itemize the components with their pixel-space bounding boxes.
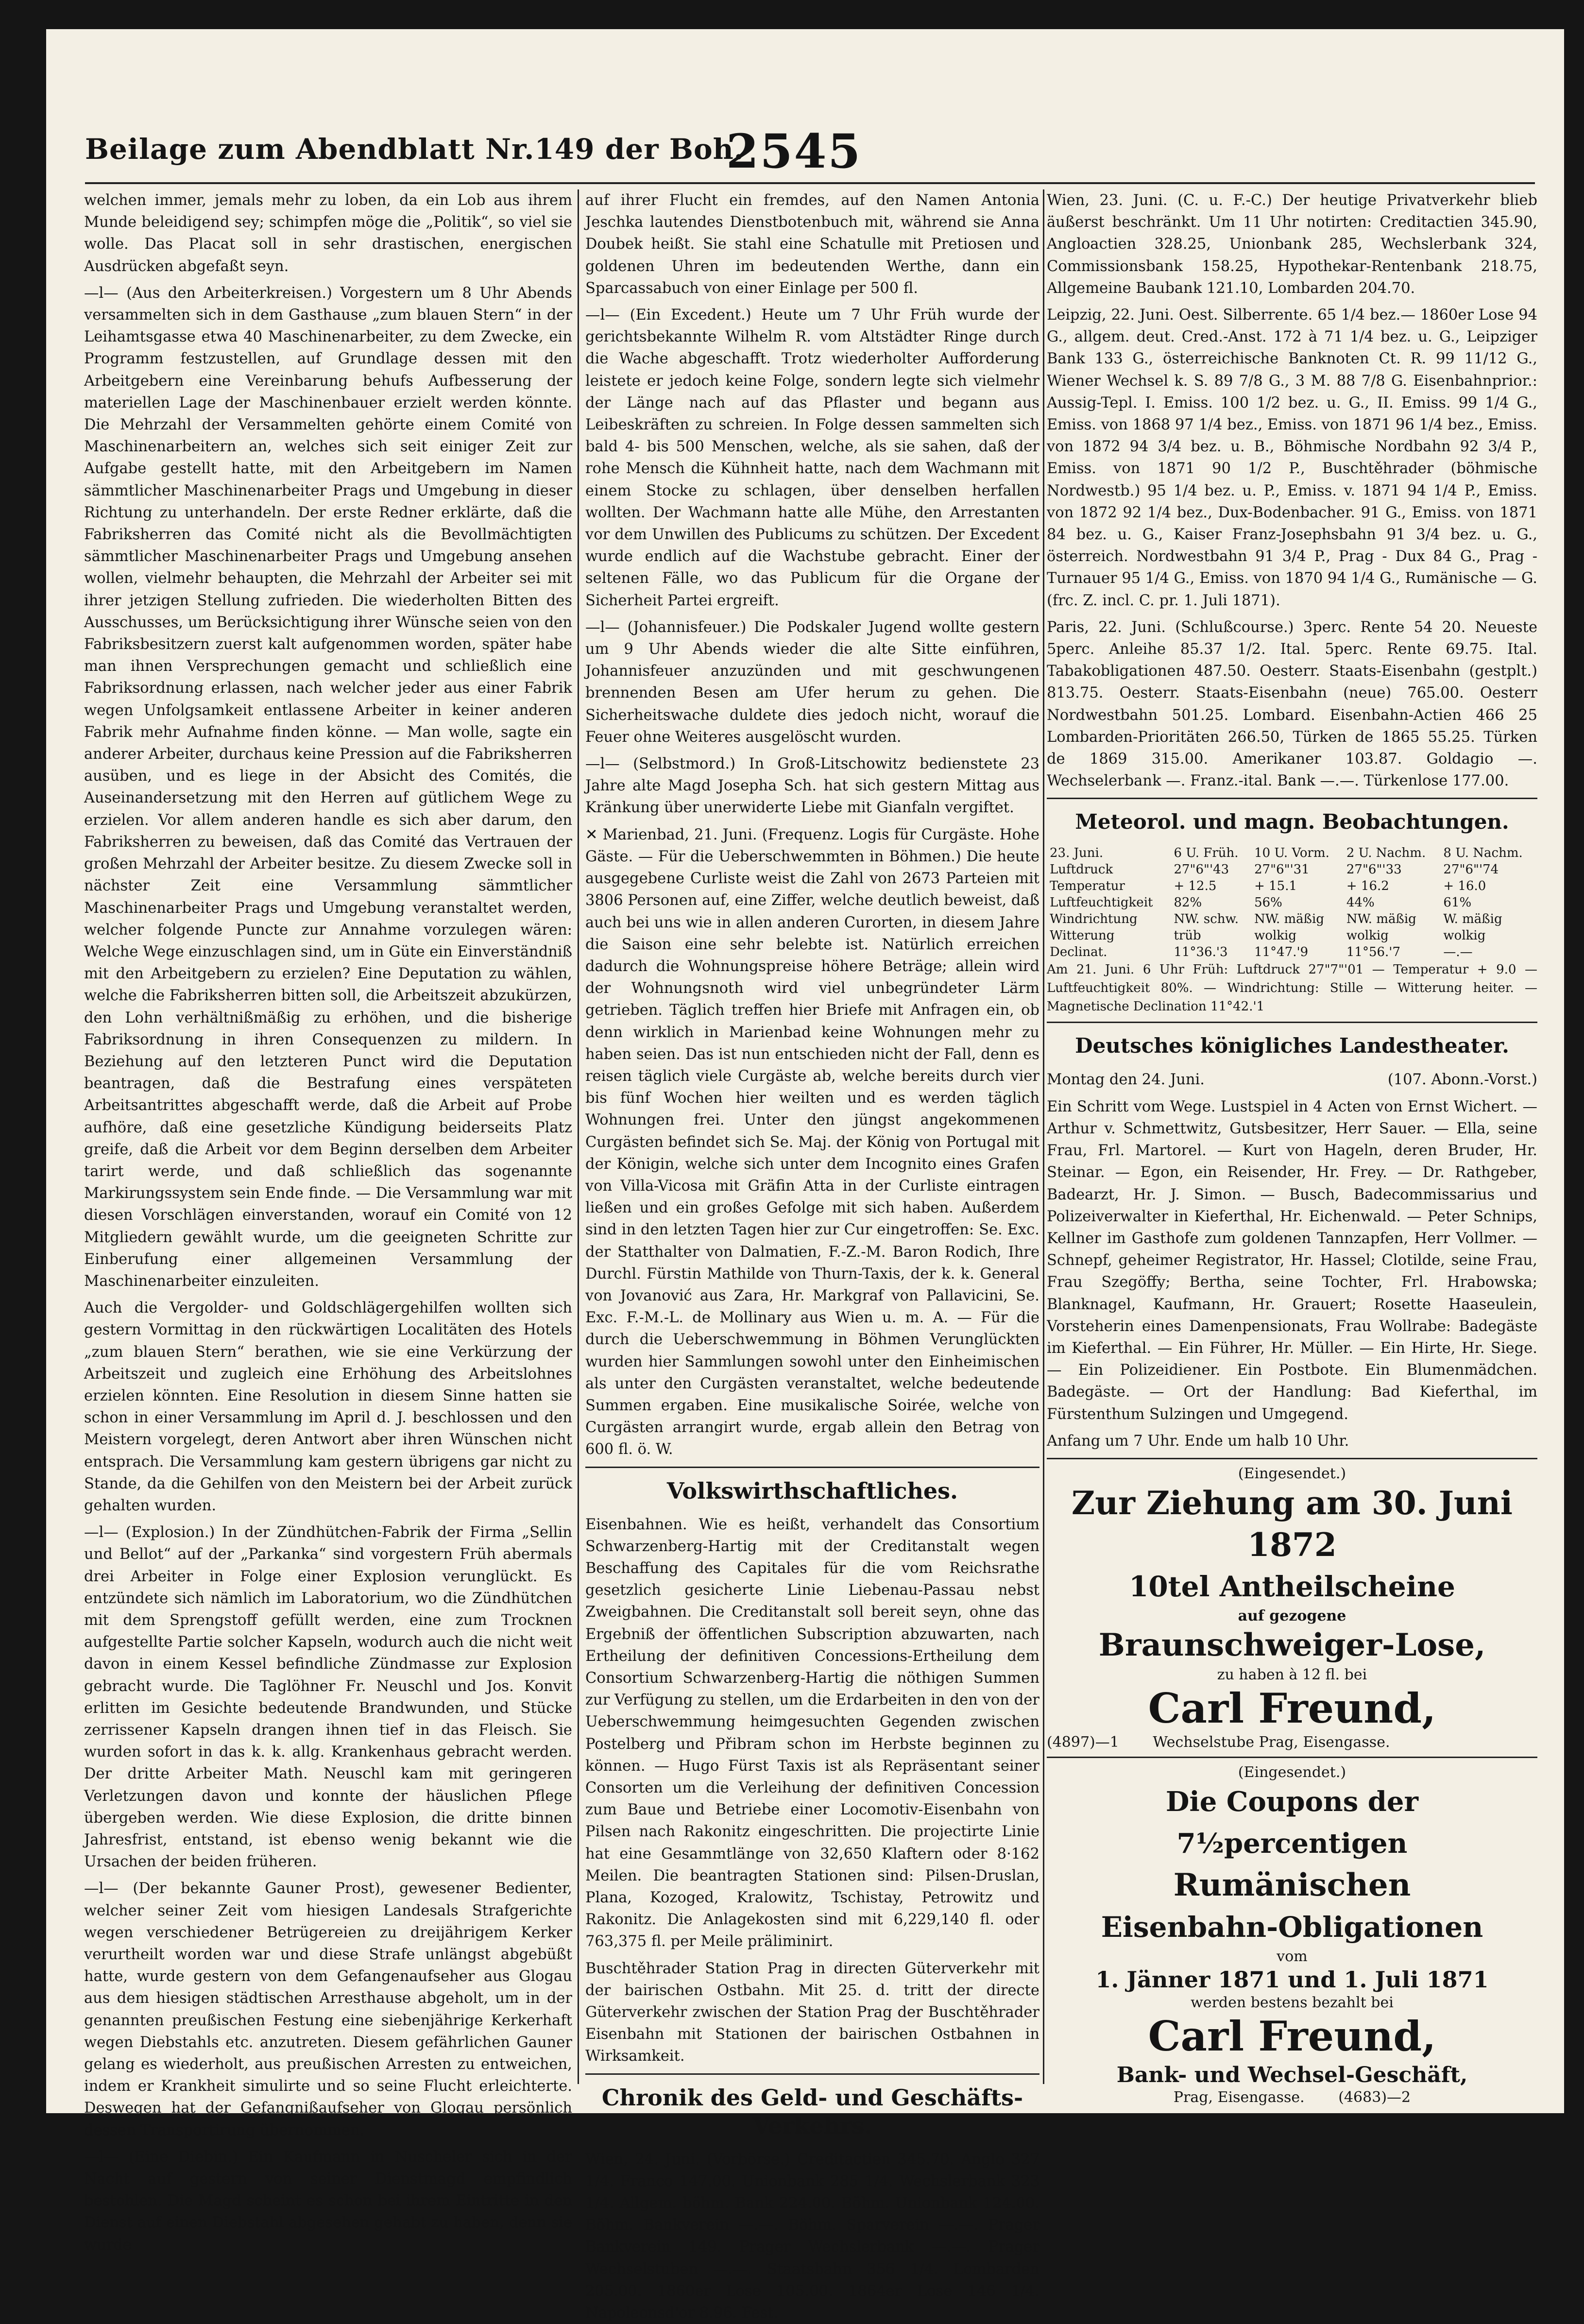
theatre-times: Anfang um 7 Uhr. Ende um halb 10 Uhr. <box>1047 1432 1349 1450</box>
ad2-line3: Eisenbahn-Obligationen <box>1101 1910 1483 1944</box>
meteo-cell: Declinat. <box>1050 945 1107 960</box>
article-thief: —l— (Eine Diebin.) Ein Kaufmann in Nuscheler sich in der Nacht auf gestern von seiner Dienstmagd empfindlich bestohlen. Die Magd scheint es schon bei ihrem Eintritte in den Dienst auf einen Diebstahl abgesehen gehabt zu haben, denn sie wurde <box>84 2148 572 2254</box>
ad2-line4: vom <box>1277 1948 1308 1965</box>
column-1 <box>84 189 572 2254</box>
meteo-row <box>1047 894 1537 911</box>
meteo-head-cell: 10 U. Vorm. <box>1254 846 1329 861</box>
meteo-cell: + 16.0 <box>1443 879 1486 894</box>
ad1-headline: Zur Ziehung am 30. Juni 1872 <box>1072 1484 1513 1564</box>
section-title-chronicle: Chronik des Geld- und Geschäfts-Verkehrs. <box>601 2084 1023 2139</box>
theatre-note: (107. Abonn.-Vorst.) <box>1387 1071 1537 1089</box>
meteo-cell: NW. schw. <box>1174 912 1239 927</box>
ad1-tag: (Eingesendet.) <box>1238 1465 1346 1482</box>
meteo-row <box>1047 878 1537 894</box>
meteo-cell: Windrichtung <box>1050 912 1138 927</box>
meteo-cell: 27"6"'33 <box>1346 862 1402 877</box>
meteo-cell: wolkig <box>1443 928 1486 943</box>
meteo-title: Meteorol. und magn. Beobachtungen. <box>1075 810 1509 834</box>
page-number: 2545 <box>726 124 862 179</box>
column-rule <box>578 189 579 2084</box>
article-freight: Buschtěhrader Station Prag in directen Güterverkehr mit der bairischen Ostbahn. Mit 25. d. tritt der directe Güterverkehr zwischen der Station Prag der Buschtěhrader Eisenbahn mit Stationen der bairischen Ostbahnen in Wirksamkeit. <box>585 1960 1039 2065</box>
meteo-cell: 27"6"'43 <box>1174 862 1229 877</box>
ad1-line3: auf gezogene <box>1238 1607 1346 1624</box>
meteo-cell: 61% <box>1443 895 1472 910</box>
divider <box>1047 1757 1537 1758</box>
ad2-firm: Carl Freund, <box>1148 2012 1436 2060</box>
meteo-cell: 11°47.'9 <box>1254 945 1309 960</box>
article-excedent: —l— (Ein Excedent.) Heute um 7 Uhr Früh wurde der gerichtsbekannte Wilhelm R. vom Altstädter Ringe durch die Wache abgeschafft. Trotz wiederholter Aufforderung leistete er jedoch keine Folge, sondern legte sich vielmehr der Länge nach auf das Pflaster und begann aus Leibeskräften zu schreien. In Folge dessen sammelten sich bald 4- bis 500 Menschen, welche, als sie sahen, daß der rohe Mensch die Kühnheit hatte, nach dem Wachmann mit einem Stocke zu schlagen, über denselben herfallen wollten. Der Wachmann hatte alle Mühe, den Arrestanten vor dem Unwillen des Publicums zu schützen. Der Excedent wurde endlich auf die Wachstube gebracht. Einer der seltenen Fälle, wo das Publicum für die Organe der Sicherheit Partei ergreift. <box>585 307 1039 609</box>
section-title-economy: Volkswirthschaftliches. <box>666 1477 958 1504</box>
meteo-head-cell: 2 U. Nachm. <box>1346 846 1426 861</box>
meteo-row <box>1047 861 1537 878</box>
article-bonfire: —l— (Johannisfeuer.) Die Podskaler Jugend wollte gestern um 9 Uhr Abends wieder die alte Sitte einführen, Johannisfeuer anzuzünden und mit geschwungenen brennenden Besen am Ufer herum zu gehen. Die Sicherheitswache duldete dies jedoch nicht, worauf die Feuer ohne Weiteres ausgelöscht wurden. <box>585 618 1039 746</box>
market-vienna: Wien, 23. Juni. (C. u. F.-C.) Der heutige Privatverkehr blieb äußerst beschränkt. Um 11 Uhr notirten: Creditactien 345.90, Angloactien 328.25, Unionbank 285, Wechslerbank 324, Commissionsbank 158.25, Hypothekar-Rentenbank 218.75, Allgemeine Baubank 121.10, Lombarden 204.70. <box>1047 192 1537 297</box>
meteo-cell: wolkig <box>1254 928 1296 943</box>
theatre-date-line <box>1047 1069 1537 1091</box>
divider <box>1047 1022 1537 1023</box>
article-explosion: —l— (Explosion.) In der Zündhütchen-Fabrik der Firma „Sellin und Bellot“ auf der „Parkanka“ sind vorgestern Früh abermals drei Arbeiter in Folge einer Explosion verunglückt. Es entzündete sich nämlich im Laboratorium, wo die Zündhütchen mit dem Sprengstoff gefüllt werden, eine zum Trocknen aufgestellte Partie solcher Kapseln, wodurch auch die nicht weit davon in einem Kessel befindliche Zündmasse zur Explosion gebracht wurde. Die Taglöhner Fr. Neuschl und Jos. Konvit erlitten im Gesichte bedeutende Brandwunden, und Stücke zerrissener Kapseln drangen ihnen tief in das Fleisch. Sie wurden sofort in das k. k. allg. Krankenhaus gebracht werden. Der dritte Arbeiter Math. Neuschl kam mit geringeren Verletzungen davon und konnte der häuslichen Pflege übergeben werden. Wie diese Explosion, die dritte binnen Jahresfrist, entstand, ist ebenso wenig bekannt wie die Ursachen der beiden früheren. <box>84 1524 572 1871</box>
divider <box>585 2073 1039 2075</box>
divider <box>1047 1458 1537 1459</box>
meteo-cell: Luftdruck <box>1050 862 1113 877</box>
meteo-cell: Luftfeuchtigkeit <box>1050 895 1153 910</box>
ad1-line5: zu haben à 12 fl. bei <box>1217 1666 1367 1683</box>
meteo-cell: NW. mäßig <box>1254 912 1325 927</box>
meteo-cell: wolkig <box>1346 928 1389 943</box>
article-gilders: Auch die Vergolder- und Goldschlägergehilfen wollten sich gestern Vormittag in den rückwärtigen Localitäten des Hotels „zum blauen Stern“ berathen, wie sie eine Verkürzung der Arbeitszeit und zugleich eine Erhöhung des Arbeitslohnes erzielen könnten. Eine Resolution in diesem Sinne hatten sie schon in einer Versammlung im April d. J. beschlossen und den Meistern vorgelegt, deren Antwort aber ihren Wünschen nicht entsprach. Die Versammlung kam gestern übrigens gar nicht zu Stande, da die Gehilfen von den Meistern bei der Arbeit zurück gehalten wurden. <box>84 1299 572 1514</box>
supplement-title: Beilage zum Abendblatt Nr.149 der Boh. <box>85 133 744 166</box>
article-swindler: —l— (Der bekannte Gauner Prost), gewesener Bedienter, welcher seiner Zeit vom hiesigen Landesals Strafgerichte wegen verschiedener Betrügereien zu dreijährigem Kerker verurtheilt worden war und diese Strafe unlängst abgebüßt hatte, wurde gestern von dem Gefangenaufseher aus Glogau aus dem hiesigen städtischen Arresthause abgeholt, um in der genannten preußischen Festung eine siebenjährige Kerkerhaft wegen Diebstahls etc. anzutreten. Diesem gefährlichen Gauner gelang es wiederholt, aus preußischen Arresten zu entweichen, indem er Krankheit simulirte und so seine Flucht erleichterte. Deswegen hat der Gefangnißaufseher von Glogau persönlich dessen Transportirung übernommen. <box>84 1880 572 2139</box>
meteo-row <box>1047 944 1537 960</box>
meteo-cell: 11°36.'3 <box>1174 945 1228 960</box>
meteo-head-cell: 8 U. Nachm. <box>1443 846 1523 861</box>
ad2-dates: 1. Jänner 1871 und 1. Juli 1871 <box>1095 1966 1489 1993</box>
ad2-line6: werden bestens bezahlt bei <box>1191 1994 1394 2011</box>
meteo-cell: 27"6"'74 <box>1443 862 1499 877</box>
meteo-cell: trüb <box>1174 928 1201 943</box>
meteo-cell: W. mäßig <box>1443 912 1502 927</box>
meteo-head-cell: 23. Juni. <box>1050 846 1104 861</box>
ad2-address: Prag, Eisengasse. <box>1173 2088 1305 2106</box>
meteo-cell: Temperatur <box>1050 879 1125 894</box>
column-rule <box>1043 189 1044 2084</box>
ad1-firm: Carl Freund, <box>1148 1684 1436 1732</box>
meteo-note: Am 21. Juni. 6 Uhr Früh: Luftdruck 27"7"'01 — Temperatur + 9.0 — Luftfeuchtigkeit 80%. — Windrichtung: Stille — Witterung heiter. — Magnetische Declination 11°42.'1 <box>1047 962 1537 1014</box>
article-workers: —l— (Aus den Arbeiterkreisen.) Vorgestern um 8 Uhr Abends versammelten sich in dem Gasthause „zum blauen Stern“ in der Leihamtsgasse etwa 40 Maschinenarbeiter, zu dem Zwecke, ein Programm festzustellen, auf Grundlage dessen mit den Arbeitgebern eine Vereinbarung behufs Aufbesserung der materiellen Lage der Maschinenbauer erzielt werden könnte. Die Mehrzahl der Versammelten gehörte einem Comité von Maschinenarbeitern an, welches sich seit einiger Zeit zur Aufgabe gestellt hatte, mit den Arbeitgebern im Namen sämmtlicher Maschinenarbeiter Prags und Umgebung in dieser Richtung zu unterhandeln. Der erste Redner erklärte, daß die Fabriksherren das Comité nicht als die Bevollmächtigten sämmtlicher Maschinenarbeiter Prags und Umgebung ansehen wollen, vielmehr behaupten, die Mehrzahl der Arbeiter sei mit ihrer jetzigen Stellung zufrieden. Die wiederholten Bitten des Ausschusses, um Berücksichtigung ihrer Wünsche seien von den Fabriksbesitzern zuerst kalt aufgenommen worden, später habe man ihnen Versprechungen gemacht und schließlich eine Fabriksordnung erlassen, nach welcher jeder aus einer Fabrik wegen Unfolgsamkeit entlassene Arbeiter in keiner anderen Fabrik mehr Aufnahme finden könne. — Man wolle, sagte ein anderer Arbeiter, durchaus keine Pression auf die Fabriksherren ausüben, und es liege in der Absicht des Comités, die Auseinandersetzung mit den Herren auf gütlichem Wege zu erzielen. Vor allem anderen handle es sich aber darum, den Fabriksherren zu beweisen, daß das Comité das Vertrauen der großen Mehrzahl der Arbeiter besitze. Zu diesem Zwecke soll in nächster Zeit eine Versammlung sämmtlicher Maschinenarbeiter Prags und Umgebung veranstaltet werden, welcher folgende Puncte zur Annahme vorzulegen wären: Welche Wege einzuschlagen sind, um in Güte ein Einverständniß mit den Arbeitgebern zu erzielen? Eine Deputation zu wählen, welche die Fabriksherren bitten soll, die Arbeitszeit abzukürzen, den Lohn verhältnißmäßig zu erhöhen, und die bisherige Fabriksordnung in ihren Consequenzen zu mildern. In Beziehung auf den letzteren Punct wird die Deputation beantragen, daß die Bestrafung eines verspäteten Arbeitsantrittes abgeschafft werde, daß die Arbeit auf Probe aufhöre, daß eine gesetzliche Kündigung beiderseits Platz greife, daß die Arbeit vor dem Beginn derselben dem Arbeiter tarirt werde, und daß schließlich das sogenannte Markirungssystem sein Ende finde. — Die Versammlung war mit diesen Vorschlägen einverstanden, worauf ein Comité von 12 Mitgliedern gewählt wurde, um die geeigneten Schritte zur Einberufung einer allgemeinen Versammlung der Maschinenarbeiter einzuleiten. <box>84 284 572 1290</box>
article-suicide: —l— (Selbstmord.) In Groß-Litschowitz bedienstete 23 Jahre alte Magd Josepha Sch. hat sich gestern Mittag aus Kränkung über unerwiderte Liebe mit Gianfaln vergiftet. <box>585 755 1039 817</box>
ad2-firm-type: Bank- und Wechsel-Geschäft, <box>1116 2062 1468 2087</box>
ad2-ref: (4683)—2 <box>1338 2088 1411 2106</box>
meteo-table <box>1047 845 1537 960</box>
meteo-cell: Witterung <box>1050 928 1115 943</box>
ad2-line2: Rumänischen <box>1173 1866 1411 1903</box>
ad1-subline: 10tel Antheilscheine <box>1129 1570 1455 1603</box>
meteo-head-cell: 6 U. Früh. <box>1174 846 1239 861</box>
article-marienbad: ✕ Marienbad, 21. Juni. (Frequenz. Logis für Curgäste. Hohe Gäste. — Für die Ueberschwemmten in Böhmen.) Die heute ausgegebene Curliste weist die Zahl von 2673 Parteien mit 3806 Personen auf, eine Ziffer, welche deutlich beweist, daß auch bei uns wie in allen anderen Curorten, in diesem Jahre die Saison eine sehr belebte ist. Natürlich erreichen dadurch die Wohnungspreise höhere Beträge; allein wird der Wohnungsnoth wird viel unbegründeter Lärm getrieben. Täglich treffen hier Briefe mit Anfragen ein, ob denn wirklich in Marienbad keine Wohnungen mehr zu haben seien. Das ist nun entschieden nicht der Fall, denn es reisen täglich viele Curgäste ab, welche bereits durch vier bis fünf Wochen hier weilten und es werden täglich Wohnungen frei. Unter den jüngst angekommenen Curgästen befindet sich Se. Maj. der König von Portugal mit der Königin, welche sich unter dem Incognito eines Grafen von Villa-Vicosa mit Gräfin Atta in der Curliste eintragen ließen und ein großes Gefolge mit sich haben. Außerdem sind in den letzten Tagen hier zur Cur eingetroffen: Se. Exc. der Statthalter von Dalmatien, F.-Z.-M. Baron Rodich, Ihre Durchl. Fürstin Mathilde von Thurn-Taxis, der k. k. General von Jovanović aus Zara, Hr. Markgraf von Pallavicini, Se. Exc. F.-M.-L. de Mollinary aus Wien u. m. A. — Für die durch die Ueberschwemmung in Böhmen Verunglückten wurden hier Sammlungen sowohl unter den Einheimischen als unter den Curgästen veranstaltet, welche bedeutende Summen ergaben. Eine musikalische Soirée, welche von Curgästen arrangirt wurde, ergab allein den Betrag von 600 fl. ö. W. <box>585 826 1039 1458</box>
divider <box>585 1467 1039 1468</box>
article-paragraph: welchen immer, jemals mehr zu loben, da ein Lob aus ihrem Munde beleidigend sey; schimpfen möge die „Politik“, so viel sie wolle. Das Placat soll in sehr drastischen, energischen Ausdrücken abgefaßt seyn. <box>84 192 572 275</box>
ad2-footer <box>1047 2089 1537 2106</box>
column-2 <box>585 189 1039 2322</box>
meteo-cell: —.— <box>1443 945 1473 960</box>
meteo-cell: 11°56.'7 <box>1346 945 1400 960</box>
meteo-header-row <box>1047 845 1537 861</box>
market-paris: Paris, 22. Juni. (Schlußcourse.) 3perc. Rente 54 20. Neueste 5perc. Anleihe 85.37 1/2. Ital. 5perc. Rente 69.75. Ital. Tabakobligationen 487.50. Oesterr. Staats-Eisenbahn (gestplt.) 813.75. Oesterr. Staats-Eisenbahn (neue) 765.00. Oesterr Nordwestbahn 501.25. Lombard. Eisenbahn-Actien 466 25 Lombarden-Prioritäten 266.50, Türken de 1865 55.25. Türken de 1869 315.00. Amerikaner 103.87. Goldagio —. Wechselerbank —. Franz.-ital. Bank —.—. Türkenlose 177.00. <box>1047 618 1537 790</box>
article-paragraph: auf ihrer Flucht ein fremdes, auf den Namen Antonia Jeschka lautendes Dienstbotenbuch mit, während sie Anna Doubek heißt. Sie stahl eine Schatulle mit Pretiosen und goldenen Uhren im bedeutenden Werthe, dann ein Sparcassabuch von einer Einlage per 500 fl. <box>585 192 1039 297</box>
article-railways: Eisenbahnen. Wie es heißt, verhandelt das Consortium Schwarzenberg-Hartig mit der Creditanstalt wegen Beschaffung des Capitales für die vom Reichsrathe gesetzlich gesicherte Linie Liebenau-Passau nebst Zweigbahnen. Die Creditanstalt soll bereit seyn, ohne das Ergebniß der öffentlichen Subscription abzuwarten, nach Ertheilung der definitiven Concessions-Ertheilung dem Consortium Schwarzenberg-Hartig die nöthigen Summen zur Verfügung zu stellen, um die Erdarbeiten in den von der Ueberschwemmung heimgesuchten Gegenden zwischen Postelberg und Přibram schon im Herbste beginnen zu können. — Hugo Fürst Taxis ist als Repräsentant seiner Consorten um die Verleihung der definitiven Concession zum Baue und Betriebe einer Locomotiv-Eisenbahn von Pilsen nach Rakonitz eingeschritten. Die projectirte Linie hat eine Gesammtlänge von 32,650 Klaftern oder 8·162 Meilen. Die beantragten Stationen sind: Pilsen-Druslan, Plana, Kozoged, Kralowitz, Tschistay, Petrowitz und Rakonitz. Die Anlagekosten sind mit 6,229,140 fl. oder 763,375 fl. per Meile präliminirt. <box>585 1516 1039 1950</box>
meteo-cell: 27"6"'31 <box>1254 862 1310 877</box>
ad2-tag: (Eingesendet.) <box>1238 1763 1346 1781</box>
meteo-cell: 56% <box>1254 895 1282 910</box>
theatre-cast: Ein Schritt vom Wege. Lustspiel in 4 Acten von Ernst Wichert. — Arthur v. Schmettwitz, Gutsbesitzer, Herr Sauer. — Ella, seine Frau, Frl. Martorel. — Kurt von Hageln, deren Bruder, Hr. Steinar. — Egon, ein Reisender, Hr. Frey. — Dr. Rathgeber, Badearzt, Hr. J. Simon. — Busch, Badecommissarius und Polizeiverwalter in Kieferthal, Hr. Eichenwald. — Peter Schnips, Kellner im Gasthofe zum goldenen Tannzapfen, Herr Vollmer. — Schnepf, geheimer Registrator, Hr. Hassel; Clotilde, seine Frau, Frau Szegöffy; Bertha, seine Tochter, Frl. Hrabowska; Blanknagel, Kaufmann, Hr. Grauert; Rosette Haaseulein, Vorsteherin eines Damenpensionats, Frau Wollrabe: Badegäste im Kieferthal. — Ein Führer, Hr. Müller. — Ein Hirte, Hr. Siege. — Ein Polizeidiener. Ein Postbote. Ein Blumenmädchen. Badegäste. — Ort der Handlung: Bad Kieferthal, im Fürstenthum Sulzingen und Umgegend. <box>1047 1098 1537 1423</box>
page-header <box>85 114 1535 184</box>
meteo-row <box>1047 911 1537 927</box>
meteo-cell: + 12.5 <box>1174 879 1217 894</box>
meteo-cell: + 15.1 <box>1254 879 1297 894</box>
ad2-headline: Die Coupons der 7½percentigen <box>1165 1785 1419 1860</box>
ad1-product: Braunschweiger-Lose, <box>1098 1626 1486 1663</box>
divider <box>1047 798 1537 799</box>
article-vienna-prebourse: Wien, 24. Juni. (Vorbörse.) Creditactien 345.70. Anglo 327 1/4. Franco 147.00. Unionbank 285 1/4. Wechslerbank 323 1/4. Allgem. böhm. Bank 224.00. Böhm. Unionbank 124.00. Böhm. Bankverein —.—. Böhm. Sparverein —.—. Prager Bankverein 149. Prager Wechslerbank —.—. Prager Wechselstuben —.—. Staatsbahn 356 1/4. Lombarden 205.00. 1860er Lose 105.00. 1864er Lose 146 1/4. Napoleonsd'or 8.96. Fest. <box>585 2151 1039 2322</box>
newspaper-page <box>46 29 1564 2322</box>
theatre-date: Montag den 24. Juni. <box>1047 1071 1205 1089</box>
ad1-ref: (4897)—1 <box>1047 1733 1119 1751</box>
theatre-title: Deutsches königliches Landestheater. <box>1075 1034 1509 1058</box>
column-3 <box>1047 189 1537 2106</box>
meteo-row <box>1047 927 1537 944</box>
meteo-cell: 82% <box>1174 895 1202 910</box>
market-leipzig: Leipzig, 22. Juni. Oest. Silberrente. 65 1/4 bez.— 1860er Lose 94 G., allgem. deut. Cred.-Anst. 172 à 71 1/4 bez. u. G., Leipziger Bank 133 G., österreichische Banknoten Ct. R. 99 11/12 G., Wiener Wechsel k. S. 89 7/8 G., 3 M. 88 7/8 G. Eisenbahnprior.: Aussig-Tepl. I. Emiss. 100 1/2 bez. u. G., II. Emiss. 99 1/4 G., Emiss. von 1868 97 1/4 bez., Emiss. von 1871 96 1/4 bez., Emiss. von 1872 94 3/4 bez. u. B., Böhmische Nordbahn 92 3/4 P., Emiss. von 1871 90 1/2 P., Buschtěhrader (böhmische Nordwestb.) 95 1/4 bez. u. P., Emiss. v. 1871 94 1/4 P., Emiss. von 1872 92 1/4 bez., Dux-Bodenbacher. 91 G., Emiss. von 1871 84 bez. u. G., Kaiser Franz-Josephsbahn 91 3/4 bez. u. G., österreich. Nordwestbahn 91 3/4 P., Prag - Dux 84 G., Prag - Turnauer 95 1/4 G., Emiss. von 1870 94 1/4 G., Rumänische — G. (frc. Z. incl. C. pr. 1. Juli 1871). <box>1047 307 1537 609</box>
ad1-footer <box>1047 1734 1537 1751</box>
meteo-cell: 44% <box>1346 895 1375 910</box>
meteo-cell: NW. mäßig <box>1346 912 1416 927</box>
ad1-address: Wechselstube Prag, Eisengasse. <box>1153 1733 1390 1751</box>
meteo-cell: + 16.2 <box>1346 879 1389 894</box>
